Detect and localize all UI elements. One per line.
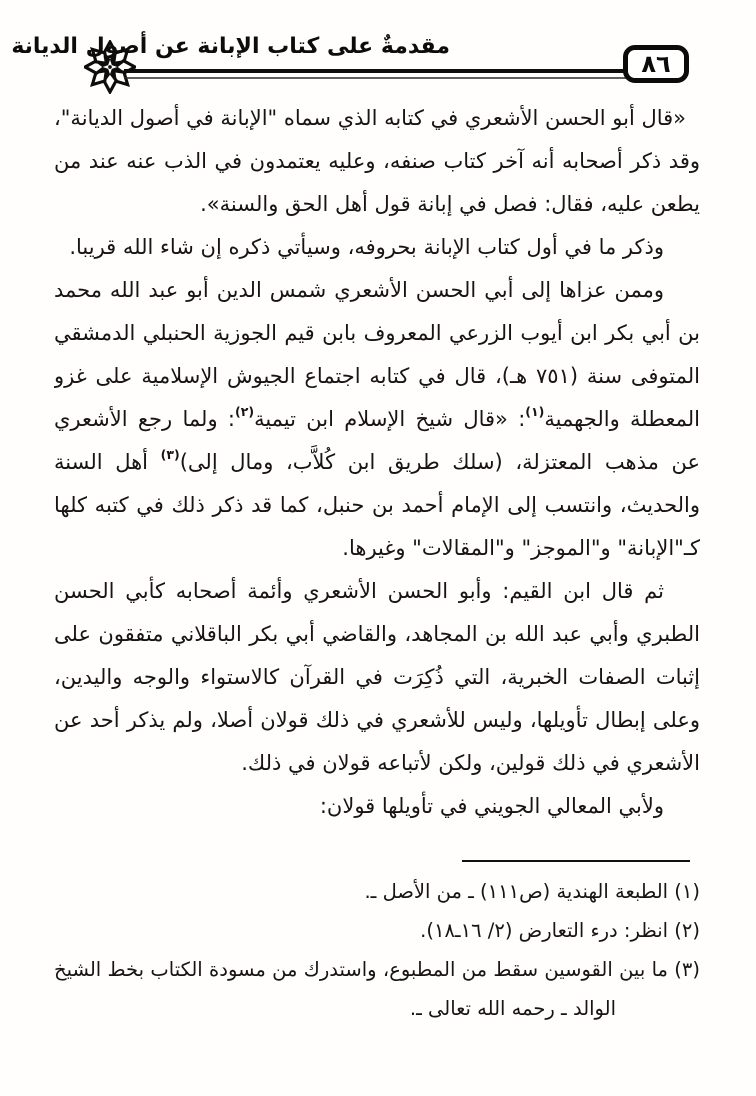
page-number: ٨٦ <box>641 50 671 78</box>
footnote-marker: (٣) <box>674 958 700 981</box>
header-rule <box>124 69 630 73</box>
footnote-item <box>54 872 700 911</box>
paragraph-thumma-qala: ثم قال ابن القيم: وأبو الحسن الأشعري وأئمة أصحابه كأبي الحسن الطبري وأبي عبد الله بن المجاهد، والقاضي أبي بكر الباقلاني متفقون على إثبات الصفات الخبرية، التي ذُكِرَت في القرآن كالاستواء والوجه واليدين، وعلى إبطال تأويلها، وليس للأشعري في ذلك قولان أصلا، ولم يذكر أحد عن الأشعري في ذلك قولين، ولكن لأتباعه قولان في ذلك. <box>54 579 700 775</box>
footnote-text: ما بين القوسين سقط من المطبوع، واستدرك من مسودة الكتاب بخط الشيخ الوالد ـ رحمه الله تعالى ـ. <box>54 958 668 1020</box>
footnote-ref-3: (٣) <box>160 447 180 462</box>
footnote-text: انظر: درء التعارض (٢/ ١٦ـ١٨). <box>420 919 669 942</box>
footnote-marker: (١) <box>674 880 700 903</box>
paragraph-text: وممن عزاها إلى أبي الحسن الأشعري شمس الدين أبو عبد الله محمد بن أبي بكر ابن أيوب الزرعي المعروف بابن قيم الجوزية الحنبلي الدمشقي المتوفى سنة (٧٥١ هـ)، قال في كتابه اجتماع الجيوش الإسلامية على غزو المعطلة والجهمية <box>54 278 700 431</box>
paragraph-text: أهل السنة والحديث، وانتسب إلى الإمام أحمد بن حنبل، كما قد ذكر ذلك في كتبه كلها كـ"الإبانة" و"الموجز" و"المقالات" وغيرها. <box>54 450 700 560</box>
page-body <box>54 97 700 859</box>
footnote-ref-2: (٢) <box>234 404 255 419</box>
footnote-item <box>54 950 700 1028</box>
paragraph-dhikr: وذكر ما في أول كتاب الإبانة بحروفه، وسيأتي ذكره إن شاء الله قريبا. <box>69 235 664 259</box>
footnote-item <box>54 911 700 950</box>
paragraph-quote-ibanah: «قال أبو الحسن الأشعري في كتابه الذي سماه "الإبانة في أصول الديانة"، وقد ذكر أصحابه أنه آخر كتاب صنفه، وعليه يعتمدون في الذب عنه عند من يطعن عليه، فقال: فصل في إبانة قول أهل الحق والسنة». <box>54 106 700 216</box>
paragraph-ibn-qayyim <box>54 269 700 570</box>
footnote-text: الطبعة الهندية (ص١١١) ـ من الأصل ـ. <box>364 880 669 903</box>
footnote-divider <box>462 860 690 862</box>
paragraph-juwayni: ولأبي المعالي الجويني في تأويلها قولان: <box>319 794 664 818</box>
page-number-box <box>623 45 689 83</box>
footnotes-section <box>54 872 700 1028</box>
footnote-ref-1: (١) <box>525 404 545 419</box>
paragraph-text: : ولما رجع الأشعري عن مذهب المعتزلة، (سلك طريق ابن كُلاَّب، ومال إلى) <box>54 407 700 474</box>
page-title: مقدمةٌ على كتاب الإبانة عن أصول الديانة <box>11 34 450 59</box>
header-rule-shadow <box>124 77 630 79</box>
footnote-marker: (٢) <box>674 919 700 942</box>
paragraph-text: : «قال شيخ الإسلام ابن تيمية <box>254 407 526 431</box>
